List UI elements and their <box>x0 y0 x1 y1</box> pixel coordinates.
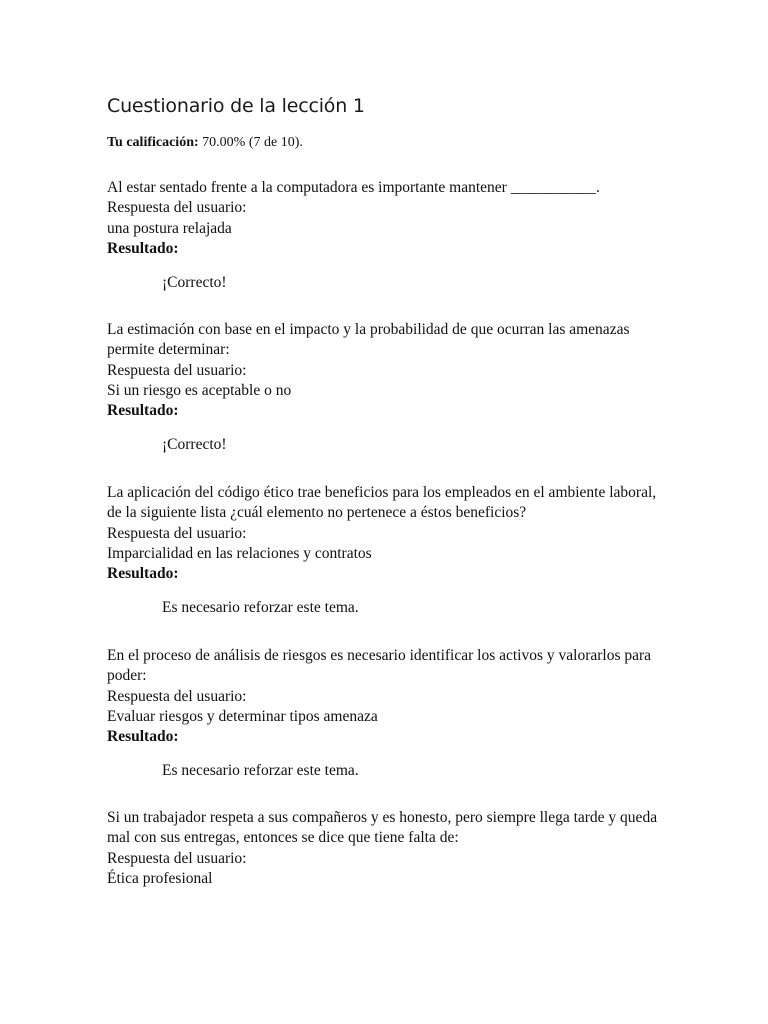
user-answer: Imparcialidad en las relaciones y contratos <box>107 544 372 562</box>
score-line <box>107 133 303 153</box>
user-answer: Ética profesional <box>107 869 213 887</box>
question-text: Al estar sentado frente a la computadora es importante mantener ___________. <box>107 179 600 196</box>
result-label: Resultado: <box>107 728 179 746</box>
page-title: Cuestionario de la lección 1 <box>107 95 365 117</box>
question-block-2 <box>107 320 667 456</box>
question-text: La aplicación del código ético trae beneficios para los empleados en el ambiente laboral, de la siguiente lista ¿cuál elemento no pertenece a éstos beneficios? <box>107 484 657 522</box>
user-answer-label: Respuesta del usuario: <box>107 524 247 542</box>
result-feedback: Es necesario reforzar este tema. <box>162 599 359 617</box>
user-answer-label: Respuesta del usuario: <box>107 361 247 379</box>
question-text: En el proceso de análisis de riesgos es necesario identificar los activos y valorarlos para poder: <box>107 647 652 685</box>
score-value: 70.00% (7 de 10). <box>202 135 303 150</box>
user-answer: Evaluar riesgos y determinar tipos amenaza <box>107 707 378 725</box>
result-label: Resultado: <box>107 402 179 420</box>
question-block-5 <box>107 808 667 889</box>
user-answer: una postura relajada <box>107 219 232 237</box>
question-block-4 <box>107 646 667 782</box>
result-feedback: Es necesario reforzar este tema. <box>162 762 359 780</box>
user-answer-label: Respuesta del usuario: <box>107 199 247 217</box>
result-feedback: ¡Correcto! <box>162 274 227 292</box>
result-label: Resultado: <box>107 565 179 583</box>
result-label: Resultado: <box>107 239 179 257</box>
user-answer-label: Respuesta del usuario: <box>107 687 247 705</box>
question-block-3 <box>107 483 667 619</box>
score-label: Tu calificación: <box>107 135 199 150</box>
user-answer: Si un riesgo es aceptable o no <box>107 381 292 399</box>
user-answer-label: Respuesta del usuario: <box>107 849 247 867</box>
result-feedback: ¡Correcto! <box>162 436 227 454</box>
question-block-1 <box>107 178 667 293</box>
question-text: Si un trabajador respeta a sus compañeros y es honesto, pero siempre llega tarde y queda mal con sus entregas, entonces se dice que tiene falta de: <box>107 809 658 847</box>
question-text: La estimación con base en el impacto y la probabilidad de que ocurran las amenazas permite determinar: <box>107 321 630 359</box>
